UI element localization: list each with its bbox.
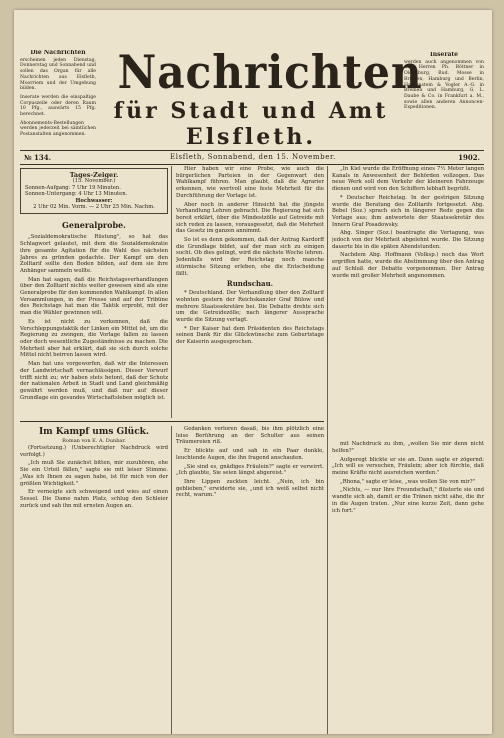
left-box-paragraph: Inserate werden die einspaltige Corpuszeile oder deren Raum 10 Pfg., auswärts 15 Pfg. berechnet. — [20, 94, 96, 118]
column-rule — [327, 166, 328, 734]
article-paragraph: * Deutscher Reichstag. In der gestrigen Sitzung wurde die Beratung des Zolltarifs fortgesetzt. Abg. Bebel (Soz.) sprach sich in längerer Rede gegen die Vorlage aus; ihm antwortete der Staatssekretär des Innern Graf Posadowsky. — [332, 194, 484, 228]
feuilleton-paragraph: Ihre Lippen zuckten leicht. „Nein, ich bin geblieben," erwiderte sie, „und ich weiß selbst nicht recht, warum." — [176, 478, 324, 499]
article-paragraph: Abg. Singer (Soz.) beantragte die Vertagung, was jedoch von der Mehrheit abgelehnt wurde. Die Sitzung dauerte bis in die späten Abendstunden. — [332, 230, 484, 250]
feuilleton-paragraph: (Fortsetzung.) (Unberechtigter Nachdruck wird verfolgt.) — [20, 445, 168, 458]
article-paragraph: Man hat uns vorgeworfen, daß wir die Interessen der Landwirtschaft vernachlässigen. Dieser Vorwurf trifft nicht zu; wir haben stets betont, daß der Schutz der nationalen Arbeit in Stadt und Land gleichmäßig gewährt werden muß, und daß nur auf dieser Grundlage ein gesundes Wirtschaftsleben möglich ist. — [20, 361, 168, 401]
feuilleton-column-2 — [176, 426, 324, 731]
right-box-title: Inserate — [429, 52, 458, 58]
masthead — [106, 45, 423, 150]
feuilleton-paragraph: „Sie sind es, gnädiges Fräulein?" sagte er verwirrt. „Ich glaubte, Sie seien längst abgereist." — [176, 463, 324, 477]
tages-sunset: Sonnen-Untergang: 4 Uhr 13 Minuten. — [25, 191, 128, 198]
feuilleton-paragraph: mit Nachdruck zu ihm, „wollen Sie mir denn nicht helfen?" — [332, 441, 484, 454]
tages-title: Tages-Zeiger. — [69, 171, 119, 179]
feuilleton-paragraph: Er blickte auf und sah in ein Paar dunkle, leuchtende Augen, die ihn fragend anschauten. — [176, 448, 324, 461]
left-box-paragraph: erscheinen jeden Dienstag, Donnerstag und Sonnabend und sollen das Organ für alle Nachrichten aus Elsfleth, Moorriem und der Umgebung bilden. — [20, 57, 96, 92]
column-rule — [171, 426, 172, 734]
feuilleton-paragraph: „Rhona," sagte er leise, „was wollen Sie von mir?" — [340, 478, 476, 485]
left-box-paragraph: Abonnements-Bestellungen werden jederzeit bei sämtlichen Postanstalten angenommen. — [20, 120, 96, 138]
issue-year: 1902. — [458, 153, 480, 162]
article-paragraph: Es ist nicht zu verkennen, daß die Verschleppungstaktik der Linken ein Mittel ist, um die Regierung zu zwingen, die Vorlage fallen zu lassen oder doch wesentliche Zugeständnisse zu machen. Die Mehrheit aber hat erklärt, daß sie sich durch solche Mittel nicht beirren lassen wird. — [20, 318, 168, 359]
tages-date: (15. November.) — [72, 178, 116, 185]
column-rule — [171, 166, 172, 418]
tide-times: 2 Uhr 02 Min. Vorm. — 2 Uhr 25 Min. Nachm. — [33, 204, 155, 211]
rundschau-paragraph: * Deutschland. Der Verhandlung über den Zolltarif wohnten gestern der Reichskanzler Graf Bülow und mehrere Staatssekretäre bei. Die Debatte drehte sich um die Getreidezölle; nach längerer Aussprache wurde die Sitzung vertagt. — [176, 290, 324, 324]
left-box-title: Die Nachrichten — [30, 50, 86, 56]
article-paragraph: „In Kiel wurde die Eröffnung eines 7½ Meter langen Kanals in Anwesenheit der Behörden vollzogen. Das neue Werk soll dem Verkehr der kleineren Fahrzeuge dienen und wird von den Schiffern lebhaft begrüßt. — [332, 166, 484, 193]
left-info-box — [20, 50, 96, 141]
feuilleton-paragraph: „Ich muß Sie zunächst bitten, mir zuzuhören, ehe Sie ein Urteil fällen," sagte sie mit leiser Stimme. „Was ich Ihnen zu sagen habe, ist für mich von der größten Wichtigkeit." — [20, 460, 168, 487]
feuilleton-title: Im Kampf ums Glück. — [38, 427, 150, 437]
column-3 — [332, 166, 484, 731]
section-heading-rundschau: Rundschau. — [226, 279, 274, 289]
column-2-upper — [176, 166, 324, 418]
article-paragraph: So ist es denn gekommen, daß der Antrag Kardorff die Grundlage bildet, auf der man sich zu einigen sucht. Ob dies gelingt, wird die nächste Woche lehren. Jedenfalls wird der Reichstag noch manche stürmische Sitzung erleben, ehe die Entscheidung fällt. — [176, 237, 324, 277]
section-heading-generalprobe: Generalprobe. — [62, 220, 126, 231]
feuilleton-paragraph: Aufgeregt blickte er sie an. Dann sagte er zögernd: „Ich will es versuchen, Fräulein; aber ich fürchte, daß meine Kräfte nicht ausreichen werden." — [332, 456, 484, 477]
feuilleton-paragraph: Er verneigte sich schweigend und wies auf einen Sessel. Die Dame nahm Platz, schlug den Schleier zurück und sah ihn mit ernsten Augen an. — [20, 489, 168, 509]
masthead-title: Nachrichten — [117, 45, 423, 99]
article-paragraph: Hier haben wir eine Probe, wie auch die bürgerlichen Parteien in der Gegenwart den Wahlkampf führen. Man glaubt, daß die Agrarier erkennen, wie wertvoll eine feste Mehrheit für die Durchführung der Vorlage ist. — [176, 166, 324, 199]
column-spacer — [332, 281, 484, 441]
tages-sunrise: Sonnen-Aufgang: 7 Uhr 19 Minuten. — [25, 184, 121, 191]
rundschau-paragraph: * Der Kaiser hat dem Präsidenten des Reichstags seinen Dank für die Glückwünsche zum Geburtstage der Kaiserin ausgesprochen. — [176, 325, 324, 346]
feuilleton-paragraph: „Nichts, — nur Ihre Freundschaft," flüsterte sie und wandte sich ab, damit er die Tränen nicht sähe, die ihr in die Augen traten. „Nur eine kurze Zeit, dann gehe ich fort." — [332, 487, 484, 514]
article-paragraph: Man hat sagen, daß die Reichstagsverhandlungen über den Zolltarif nichts weiter gewesen sind als eine Generalprobe für den kommenden Wahlkampf. In allen Versammlungen, in der Presse und auf der Tribüne des Reichstags hat man die Taktik erprobt, mit der man die Wähler gewinnen will. — [20, 276, 168, 317]
feuilleton-subtitle: Roman von E. A. Dunbar. — [62, 438, 126, 444]
issue-date: Elsfleth, Sonnabend, den 15. November. — [170, 153, 336, 161]
tide-title: Hochwasser: — [75, 197, 113, 204]
right-info-box — [404, 52, 484, 114]
feuilleton-paragraph: Gedanken verloren dasaß, bis ihm plötzlich eine leise Berührung an der Schulter aus seinen Träumereien riß. — [176, 426, 324, 446]
article-paragraph: „Sozialdemokratische Rüstung", so hat das Schlagwort gelautet, mit dem die Sozialdemokratie ihre gesamte Agitation für die Wahl des nächsten Jahres zu gründen gedachte. Der Kampf um den Zolltarif sollte den Boden bilden, auf dem sie ihre Anhänger sammeln wollte. — [20, 234, 168, 274]
article-paragraph: Aber noch in anderer Hinsicht hat die jüngste Verhandlung Lehren gebracht. Die Regierung hat sich bereit erklärt, über die Mindestzölle auf Getreide mit sich reden zu lassen, vorausgesetzt, daß die Mehrheit das Gesetz im ganzen annimmt. — [176, 201, 324, 235]
masthead-subtitle: für Stadt und Amt Elsfleth. — [113, 98, 389, 150]
article-paragraph: Nachdem Abg. Hoffmann (Volksp.) noch das Wort ergriffen hatte, wurde die Abstimmung über den Antrag auf Schluß der Debatte vorgenommen. Der Antrag wurde mit großer Mehrheit angenommen. — [332, 252, 484, 279]
dateline — [20, 150, 484, 165]
feuilleton-column-1 — [20, 426, 168, 731]
column-1-upper — [20, 166, 168, 418]
right-box-paragraph: werden auch angenommen von den Herren Ph. Böttner in Oldenburg, Rud. Mosse in Bremen, Hamburg und Berlin, Haasenstein & Vogler A.-G. in Bremen und Hamburg, G. L. Daube & Co. in Frankfurt a. M., sowie allen anderen Annoncen-Expeditionen. — [404, 59, 484, 111]
newspaper-page — [14, 10, 492, 734]
feuilleton-divider — [20, 421, 324, 422]
issue-number: № 134. — [24, 153, 52, 162]
tages-zeiger-box — [20, 168, 168, 214]
